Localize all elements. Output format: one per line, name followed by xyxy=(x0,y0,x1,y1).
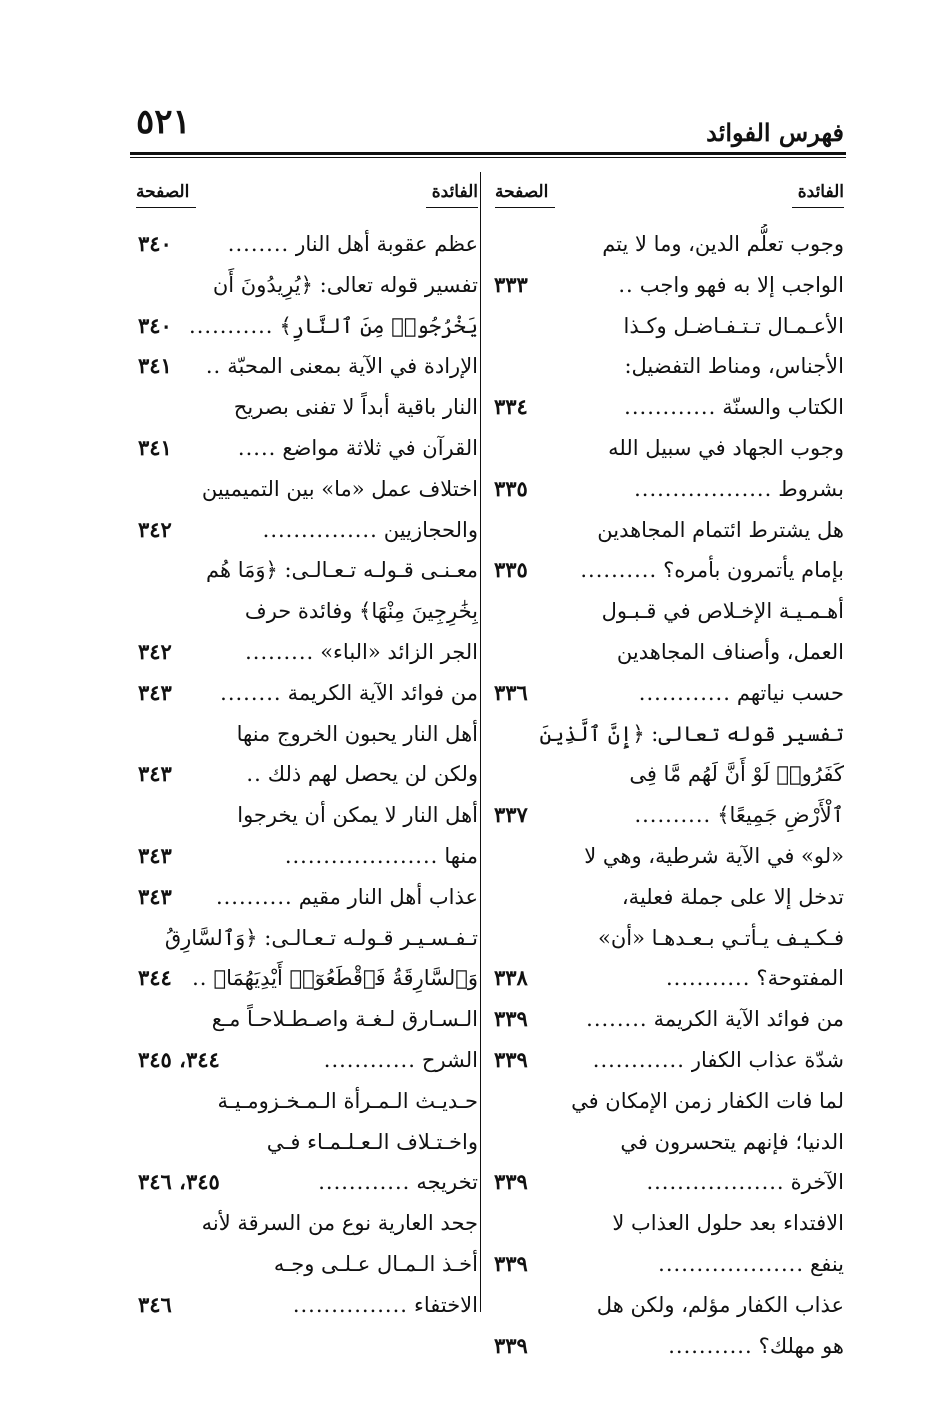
index-line xyxy=(494,714,844,755)
index-entry-text: تـفـسـيـر قـولـه تـعـالـى: ﴿وَٱلسَّارِقُ xyxy=(164,925,478,950)
index-page-ref: ٣٣٤ xyxy=(494,394,528,420)
index-entry-text: المفتوحة؟ xyxy=(756,966,844,991)
index-page-ref: ٣٣٥ xyxy=(494,475,528,501)
index-entry-text: من فوائد الآية الكريمة xyxy=(653,1007,844,1032)
index-entry-text: واخـتـلاف الـعـلـمـاء فـي xyxy=(266,1129,478,1154)
index-entry-text: منها xyxy=(444,843,478,868)
index-page-ref: ٣٤٦ xyxy=(138,1291,172,1317)
index-leader-dots: ............ xyxy=(323,1047,416,1072)
left-page-underline xyxy=(136,207,196,208)
index-page-ref: ٣٣٧ xyxy=(494,802,528,828)
left-topic-underline xyxy=(426,207,478,208)
index-line xyxy=(138,958,478,999)
index-line xyxy=(138,918,478,959)
index-entry-text: الافتداء بعد حلول العذاب لا xyxy=(612,1211,844,1236)
index-page-ref: ٣٣٨ xyxy=(494,965,528,991)
index-line xyxy=(494,265,844,306)
index-page-ref: ٣٤٣ xyxy=(138,883,172,909)
index-line xyxy=(138,346,478,387)
index-entry-text: ينفع xyxy=(810,1251,844,1276)
index-line xyxy=(138,1081,478,1122)
index-entry-text: هو مهلك؟ xyxy=(758,1333,844,1358)
index-entry-text: أخـذ الـمـال عـلـى وجـه xyxy=(273,1251,478,1276)
index-entry-text: ولكن لن يحصل لهم ذلك xyxy=(267,762,478,787)
index-entry-text: بإمام يأتمرون بأمره؟ xyxy=(663,558,844,583)
index-entry-text: الآخرة xyxy=(790,1170,844,1195)
index-line xyxy=(138,510,478,551)
index-entry-text: وجوب تعلُّم الدين، وما لا يتم xyxy=(602,232,844,256)
index-page-ref: ٣٣٩ xyxy=(494,1332,528,1358)
index-entry-text: تخريجه xyxy=(416,1170,478,1195)
index-page-ref: ٣٣٩ xyxy=(494,1169,528,1195)
index-line xyxy=(138,632,478,673)
index-entry-text: العمل، وأصناف المجاهدين xyxy=(616,639,844,664)
index-line xyxy=(494,673,844,714)
index-entry-text: أهل النار لا يمكن أن يخرجوا xyxy=(237,803,478,828)
index-line xyxy=(494,428,844,469)
index-line xyxy=(494,591,844,632)
index-entry-text: الكتاب والسنّة xyxy=(722,395,844,420)
index-line xyxy=(494,958,844,999)
index-line xyxy=(138,795,478,836)
index-entry-text: الدنيا؛ فإنهم يتحسرون في xyxy=(620,1129,844,1154)
index-line xyxy=(494,469,844,510)
index-line xyxy=(138,224,478,265)
page-number: ٥٢١ xyxy=(136,102,191,142)
index-entry-text: وجوب الجهاد في سبيل الله xyxy=(608,435,844,460)
right-topic-underline xyxy=(792,207,844,208)
left-topic-header: الفائدة xyxy=(431,182,478,202)
index-page-ref: ٣٣٩ xyxy=(494,1006,528,1032)
index-line xyxy=(138,1122,478,1163)
index-entry-text: اختلاف عمل «ما» بين التميميين xyxy=(201,476,478,501)
index-page-ref: ٣٤٠ xyxy=(138,312,172,338)
index-entry-text: لما فات الكفار زمن الإمكان في xyxy=(571,1088,844,1113)
index-entry-text: النار باقية أبداً لا تفنى بصريح xyxy=(233,395,478,420)
index-leader-dots: .. xyxy=(192,966,208,991)
index-leader-dots: .................... xyxy=(284,843,439,868)
index-line xyxy=(494,1203,844,1244)
index-line xyxy=(138,1203,478,1244)
index-entry-text: القرآن في ثلاثة مواضع xyxy=(282,435,478,460)
index-line xyxy=(138,877,478,918)
index-leader-dots: ............ xyxy=(638,680,731,705)
index-page-ref: ٣٣٩ xyxy=(494,1250,528,1276)
index-line xyxy=(494,1081,844,1122)
index-entry-text: عذاب الكفار مؤلم، ولكن هل xyxy=(596,1292,844,1317)
index-page-ref: ٣٣٣ xyxy=(494,271,528,297)
index-leader-dots: ........... xyxy=(665,966,751,991)
index-entry-text: الإرادة في الآية بمعنى المحبّة xyxy=(227,354,478,379)
index-line xyxy=(494,1244,844,1285)
index-line xyxy=(138,1040,478,1081)
index-line xyxy=(494,550,844,591)
index-leader-dots: .......... xyxy=(215,884,293,909)
page-title: فهرس الفوائد xyxy=(706,118,844,147)
index-line xyxy=(138,469,478,510)
index-page-ref: ٣٤٥، ٣٤٦ xyxy=(138,1169,220,1195)
right-page-header: الصفحة xyxy=(495,182,549,202)
index-entry-text: يَخْرُجُوا۟ مِنَ ٱلنَّارِ﴾ xyxy=(279,313,478,338)
index-line xyxy=(138,306,478,347)
index-leader-dots: ............ xyxy=(624,395,717,420)
index-leader-dots: ........... xyxy=(189,313,274,338)
index-entry-text: الاختفاء xyxy=(413,1292,478,1317)
index-page-ref: ٣٤٣ xyxy=(138,679,172,705)
index-line xyxy=(494,1162,844,1203)
index-line xyxy=(494,999,844,1040)
index-entry-text: أهـمـيـة الإخـلاص في قـبـول xyxy=(601,599,844,624)
index-leader-dots: .. xyxy=(618,272,634,297)
index-entry-text: أهل النار يحبون الخروج منها xyxy=(236,721,478,746)
index-entry-text: والحجازيين xyxy=(383,517,478,542)
index-entry-text: الأجناس، ومناط التفضيل: xyxy=(624,354,844,379)
index-leader-dots: ........ xyxy=(227,232,290,256)
index-entry-text: بشروط xyxy=(778,476,844,501)
index-leader-dots: .. xyxy=(205,354,222,379)
right-index-column xyxy=(494,224,844,1366)
index-leader-dots: .......... xyxy=(634,803,712,828)
index-page-ref: ٣٤٢ xyxy=(138,638,172,664)
left-page-header: الصفحة xyxy=(136,182,190,202)
index-page-ref: ٣٣٦ xyxy=(494,679,528,705)
index-entry-text: جحد العارية نوع من السرقة لأنه xyxy=(201,1211,478,1236)
index-line xyxy=(138,1285,478,1326)
column-separator xyxy=(480,172,481,1312)
index-line xyxy=(494,632,844,673)
index-entry-text: عظم عقوبة أهل النار xyxy=(295,232,478,256)
index-line xyxy=(494,306,844,347)
index-line xyxy=(494,918,844,959)
index-line xyxy=(138,999,478,1040)
index-leader-dots: ............... xyxy=(292,1292,408,1317)
index-line xyxy=(494,1040,844,1081)
header-rule-thin xyxy=(130,157,846,158)
index-entry-text: تفسير قوله تعالى: ﴿يُرِيدُونَ أَن xyxy=(212,272,478,297)
index-entry-text: تدخل إلا على جملة فعلية، xyxy=(621,884,844,909)
index-entry-text: الشرح xyxy=(421,1047,478,1072)
index-page-ref: ٣٤٤ xyxy=(138,965,172,991)
index-entry-text: حسب نياتهم xyxy=(736,680,844,705)
index-page-ref: ٣٤١ xyxy=(138,353,172,379)
index-leader-dots: ............ xyxy=(592,1047,685,1072)
index-leader-dots: ............ xyxy=(318,1170,411,1195)
index-leader-dots: ........ xyxy=(220,680,282,705)
index-entry-text: شدّة عذاب الكفار xyxy=(690,1047,844,1072)
index-entry-text: وَٱلسَّارِقَةُ فَٱقْطَعُوٓا۟ أَيْدِيَهُمَا﴾ xyxy=(213,966,478,991)
index-line xyxy=(138,754,478,795)
index-line xyxy=(138,428,478,469)
index-entry-text: الواجب إلا به فهو واجب xyxy=(639,272,844,297)
index-line xyxy=(494,836,844,877)
index-entry-text: عذاب أهل النار مقيم xyxy=(298,884,478,909)
index-leader-dots: ........... xyxy=(668,1333,753,1358)
index-page-ref: ٣٤٤، ٣٤٥ xyxy=(138,1046,220,1072)
index-entry-text: «لو» في الآية شرطية، وهي لا xyxy=(584,843,844,868)
index-page-ref: ٣٤١ xyxy=(138,434,172,460)
index-entry-text: الأعـمـال تـتـفـاضـل وكـذا xyxy=(623,313,844,338)
index-leader-dots: .......... xyxy=(580,558,658,583)
index-line xyxy=(138,1244,478,1285)
index-leader-dots: ......... xyxy=(245,639,315,664)
index-leader-dots: ........ xyxy=(586,1007,648,1032)
index-leader-dots: ................... xyxy=(658,1251,805,1276)
right-page-underline xyxy=(495,207,555,208)
index-page-ref: ٣٤٣ xyxy=(138,842,172,868)
index-page-ref: ٣٣٥ xyxy=(494,557,528,583)
index-entry-text: كَفَرُوا۟ لَوْ أَنَّ لَهُم مَّا فِى xyxy=(629,762,844,787)
index-line xyxy=(494,877,844,918)
right-topic-header: الفائدة xyxy=(797,182,844,202)
index-leader-dots: .................. xyxy=(646,1170,785,1195)
left-index-column xyxy=(138,224,478,1326)
index-leader-dots: .. xyxy=(246,762,262,787)
index-leader-dots: ............... xyxy=(262,517,378,542)
index-page-ref: ٣٤٣ xyxy=(138,761,172,787)
index-entry-text: فـكـيـف يـأتـي بـعـدهـا «أن» xyxy=(598,925,844,950)
index-line xyxy=(138,714,478,755)
index-entry-text: ٱلْأَرْضِ جَمِيعًا﴾ xyxy=(717,803,844,828)
index-line xyxy=(494,1122,844,1163)
index-entry-text: الـسـارق لـغـة واصـطـلاحـاً مـع xyxy=(211,1007,478,1032)
index-line xyxy=(138,265,478,306)
header-rule xyxy=(130,152,846,155)
index-line xyxy=(494,1285,844,1326)
index-line xyxy=(494,346,844,387)
index-page-ref: ٣٤٠ xyxy=(138,231,172,256)
index-entry-text: الجر الزائد «الباء» xyxy=(320,639,478,664)
index-leader-dots: ..... xyxy=(237,435,277,460)
index-entry-text: حـديـث الـمـرأة الـمـخـزومـيـة xyxy=(217,1088,478,1113)
index-line xyxy=(494,795,844,836)
index-line xyxy=(138,836,478,877)
index-page-ref: ٣٤٢ xyxy=(138,516,172,542)
index-line xyxy=(138,591,478,632)
index-line xyxy=(494,1326,844,1367)
index-line xyxy=(494,510,844,551)
index-entry-text: معـنـى قـولـه تـعـالـى: ﴿وَمَا هُم xyxy=(205,558,478,583)
index-page-ref: ٣٣٩ xyxy=(494,1046,528,1072)
index-line xyxy=(138,387,478,428)
index-entry-text: بِخَٰرِجِينَ مِنْهَا﴾ وفائدة حرف xyxy=(244,599,478,624)
index-line xyxy=(494,224,844,265)
index-entry-text: هل يشترط ائتمام المجاهدين xyxy=(597,517,844,542)
index-entry-text: تفسير قوله تعالى: ﴿إِنَّ ٱلَّذِينَ xyxy=(539,721,844,746)
index-line xyxy=(494,387,844,428)
index-entry-text: من فوائد الآية الكريمة xyxy=(287,680,478,705)
index-line xyxy=(494,754,844,795)
index-line xyxy=(138,550,478,591)
index-line xyxy=(138,673,478,714)
index-line xyxy=(138,1162,478,1203)
index-leader-dots: .................. xyxy=(634,476,773,501)
